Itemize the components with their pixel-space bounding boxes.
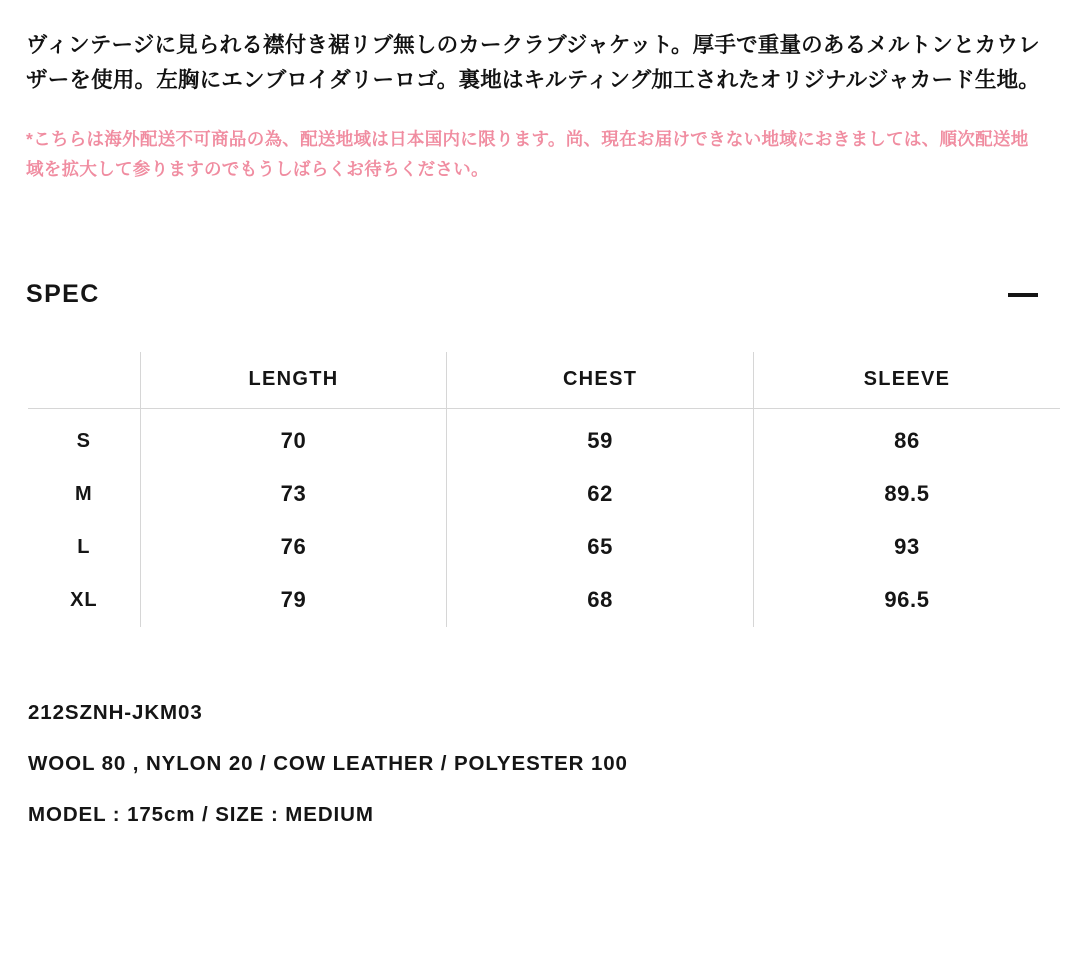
cell-size: M (75, 482, 93, 505)
cell-sleeve: 89.5 (753, 468, 1060, 521)
cell-length: 73 (140, 468, 447, 521)
column-header-length: LENGTH (140, 352, 447, 409)
column-header-chest: CHEST (447, 352, 754, 409)
model-info: MODEL : 175cm / SIZE : MEDIUM (28, 802, 374, 826)
material-composition: WOOL 80 , NYLON 20 / COW LEATHER / POLYESTER 100 (28, 751, 628, 775)
cell-chest: 62 (447, 468, 754, 521)
spec-section-header[interactable] (26, 280, 1046, 310)
column-header-sleeve: SLEEVE (753, 352, 1060, 409)
product-code: 212SZNH-JKM03 (28, 700, 203, 724)
cell-size: L (77, 535, 91, 558)
table-row (28, 468, 1060, 521)
column-header-size (28, 352, 140, 409)
spec-title: SPEC (26, 280, 100, 309)
cell-size: XL (70, 588, 98, 611)
minus-icon-bar (1008, 293, 1038, 297)
cell-sleeve: 93 (753, 521, 1060, 574)
cell-length: 76 (140, 521, 447, 574)
table-row (28, 574, 1060, 627)
cell-chest: 68 (447, 574, 754, 627)
minus-icon[interactable] (1006, 280, 1040, 310)
size-spec-table (28, 352, 1060, 627)
table-header-row (28, 352, 1060, 409)
spec-table-container (26, 352, 1046, 627)
product-meta (26, 701, 1046, 827)
product-description: ヴィンテージに見られる襟付き裾リブ無しのカークラブジャケット。厚手で重量のあるメルトンとカウレザーを使用。左胸にエンブロイダリーロゴ。裏地はキルティング加工されたオリジナルジャカード生地。 (26, 33, 1040, 92)
table-row (28, 408, 1060, 468)
cell-sleeve: 86 (753, 408, 1060, 468)
shipping-notice: *こちらは海外配送不可商品の為、配送地域は日本国内に限ります。尚、現在お届けできない地域におきましては、順次配送地域を拡大して参りますのでもうしばらくお待ちください。 (26, 128, 1029, 179)
cell-length: 70 (140, 408, 447, 468)
cell-chest: 59 (447, 408, 754, 468)
cell-size: S (76, 429, 92, 452)
cell-chest: 65 (447, 521, 754, 574)
cell-sleeve: 96.5 (753, 574, 1060, 627)
cell-length: 79 (140, 574, 447, 627)
table-row (28, 521, 1060, 574)
